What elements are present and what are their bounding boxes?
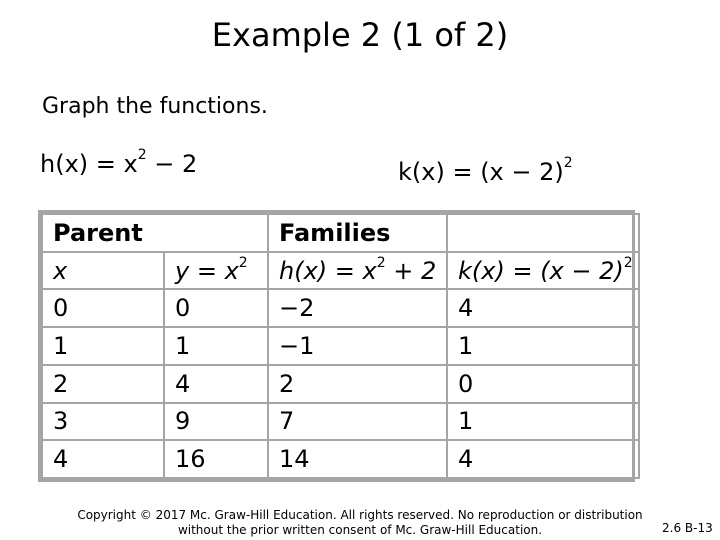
- var-y: [164, 252, 268, 290]
- cell-h: 2: [268, 365, 447, 403]
- cell-h: −2: [268, 289, 447, 327]
- cell-k: 0: [447, 365, 639, 403]
- cell-y: 1: [164, 327, 268, 365]
- var-x: x: [42, 252, 164, 290]
- equation-k: [398, 155, 573, 186]
- equation-h: [40, 147, 198, 178]
- cell-y: 4: [164, 365, 268, 403]
- values-table-grid: [41, 213, 640, 479]
- values-table: [38, 210, 635, 482]
- table-row: [42, 440, 639, 478]
- copyright-line-1: Copyright © 2017 Mc. Graw-Hill Education. All rights reserved. No reproduction or distribution: [77, 508, 643, 522]
- equation-h-rhs: − 2: [146, 150, 198, 178]
- header-empty: [447, 214, 639, 252]
- var-h-base: h(x) = x: [279, 256, 377, 285]
- equation-h-lhs: h(x) = x: [40, 150, 138, 178]
- cell-x: 2: [42, 365, 164, 403]
- var-y-base: y = x: [175, 256, 239, 285]
- cell-x: 3: [42, 403, 164, 441]
- cell-x: 1: [42, 327, 164, 365]
- cell-k: 4: [447, 289, 639, 327]
- equation-k-lhs: k(x) = (x − 2): [398, 158, 564, 186]
- var-h-exp: 2: [376, 254, 386, 271]
- var-h-tail: + 2: [385, 256, 437, 285]
- equation-h-exponent: 2: [137, 147, 147, 163]
- table-row: [42, 327, 639, 365]
- cell-y: 9: [164, 403, 268, 441]
- cell-k: 1: [447, 403, 639, 441]
- var-k-base: k(x) = (x − 2): [458, 256, 624, 285]
- table-row: [42, 403, 639, 441]
- cell-h: −1: [268, 327, 447, 365]
- cell-y: 16: [164, 440, 268, 478]
- header-parent: Parent: [42, 214, 268, 252]
- table-variable-row: [42, 252, 639, 290]
- table-row: [42, 365, 639, 403]
- copyright-footer: [60, 508, 660, 538]
- cell-k: 4: [447, 440, 639, 478]
- copyright-line-2: without the prior written consent of Mc. Graw-Hill Education.: [177, 523, 543, 537]
- var-k-exp: 2: [623, 254, 633, 271]
- cell-y: 0: [164, 289, 268, 327]
- var-y-exp: 2: [238, 254, 248, 271]
- slide-title: Example 2 (1 of 2): [211, 16, 509, 54]
- cell-h: 7: [268, 403, 447, 441]
- equation-k-exponent: 2: [563, 155, 573, 171]
- slide-subtitle: Graph the functions.: [42, 94, 268, 119]
- cell-k: 1: [447, 327, 639, 365]
- cell-h: 14: [268, 440, 447, 478]
- table-row: [42, 289, 639, 327]
- page-number: 2.6 B-13: [662, 521, 713, 535]
- header-families: Families: [268, 214, 447, 252]
- cell-x: 4: [42, 440, 164, 478]
- var-k: [447, 252, 639, 290]
- cell-x: 0: [42, 289, 164, 327]
- table-header-row: [42, 214, 639, 252]
- var-h: [268, 252, 447, 290]
